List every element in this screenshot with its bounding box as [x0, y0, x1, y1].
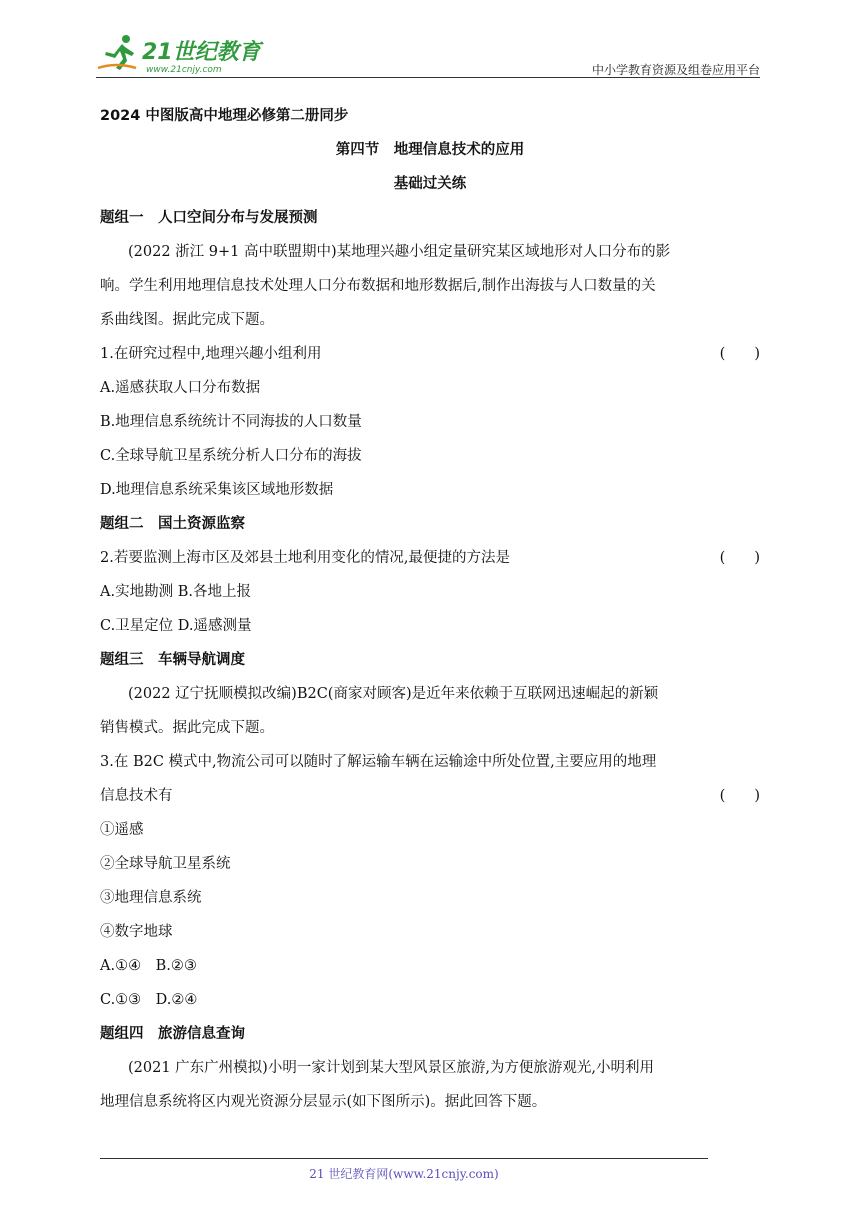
group1-intro-line1: (2022 浙江 9+1 高中联盟期中)某地理兴趣小组定量研究某区域地形对人口分布的影 — [128, 244, 671, 260]
platform-name: 中小学教育资源及组卷应用平台 — [591, 63, 760, 77]
footer-divider — [100, 1158, 708, 1159]
group4-title: 题组四 旅游信息查询 — [100, 1026, 245, 1042]
q3-item-1: ①遥感 — [100, 822, 144, 838]
header-divider — [96, 77, 760, 78]
q1-option-b: B.地理信息系统统计不同海拔的人口数量 — [100, 414, 362, 430]
q1-option-c: C.全球导航卫星系统分析人口分布的海拔 — [100, 448, 362, 464]
group3-title: 题组三 车辆导航调度 — [100, 652, 245, 668]
q2-stem-text: 2.若要监测上海市区及郊县土地利用变化的情况,最便捷的方法是 — [100, 550, 510, 566]
group4-intro-line1: (2021 广东广州模拟)小明一家计划到某大型风景区旅游,为方便旅游观光,小明利用 — [128, 1060, 655, 1076]
page-header — [96, 32, 760, 78]
q2-stem — [100, 548, 760, 568]
q2-options-cd: C.卫星定位 D.遥感测量 — [100, 618, 252, 634]
logo-text: 21世纪教育 — [142, 40, 261, 65]
group1-title: 题组一 人口空间分布与发展预测 — [100, 210, 318, 226]
q1-stem-text: 1.在研究过程中,地理兴趣小组利用 — [100, 346, 322, 362]
q1-option-d: D.地理信息系统采集该区域地形数据 — [100, 482, 334, 498]
subtitle: 基础过关练 — [393, 176, 467, 192]
q1-option-a: A.遥感获取人口分布数据 — [100, 380, 261, 396]
q3-stem-line1: 3.在 B2C 模式中,物流公司可以随时了解运输车辆在运输途中所处位置,主要应用的地理 — [100, 754, 657, 770]
series-title: 2024 中图版高中地理必修第二册同步 — [100, 108, 349, 124]
group2-title: 题组二 国土资源监察 — [100, 516, 245, 532]
q2-answer-paren: ( ) — [719, 550, 760, 566]
q1-answer-paren: ( ) — [719, 346, 760, 362]
q2-options-ab: A.实地勘测 B.各地上报 — [100, 584, 251, 600]
section-title: 第四节 地理信息技术的应用 — [335, 142, 525, 158]
q1-stem — [100, 344, 760, 364]
q3-item-3: ③地理信息系统 — [100, 890, 202, 906]
q3-item-4: ④数字地球 — [100, 924, 173, 940]
q3-options-cd: C.①③ D.②④ — [100, 992, 198, 1008]
group3-intro-line2: 销售模式。据此完成下题。 — [100, 720, 274, 736]
group1-intro-line2: 响。学生利用地理信息技术处理人口分布数据和地形数据后,制作出海拔与人口数量的关 — [100, 278, 656, 294]
q3-item-2: ②全球导航卫星系统 — [100, 856, 231, 872]
q3-options-ab: A.①④ B.②③ — [100, 958, 197, 974]
q3-stem-line2 — [100, 786, 760, 806]
group1-intro-line3: 系曲线图。据此完成下题。 — [100, 312, 274, 328]
group4-intro-line2: 地理信息系统将区内观光资源分层显示(如下图所示)。据此回答下题。 — [100, 1094, 547, 1110]
runner-icon — [98, 35, 136, 70]
logo — [96, 32, 266, 76]
logo-url: www.21cnjy.com — [146, 65, 222, 75]
footer-link[interactable]: 21 世纪教育网(www.21cnjy.com) — [309, 1167, 499, 1181]
q3-stem-text: 信息技术有 — [100, 788, 173, 804]
q3-answer-paren: ( ) — [719, 788, 760, 804]
group3-intro-line1: (2022 辽宁抚顺模拟改编)B2C(商家对顾客)是近年来依赖于互联网迅速崛起的新颖 — [128, 686, 659, 702]
